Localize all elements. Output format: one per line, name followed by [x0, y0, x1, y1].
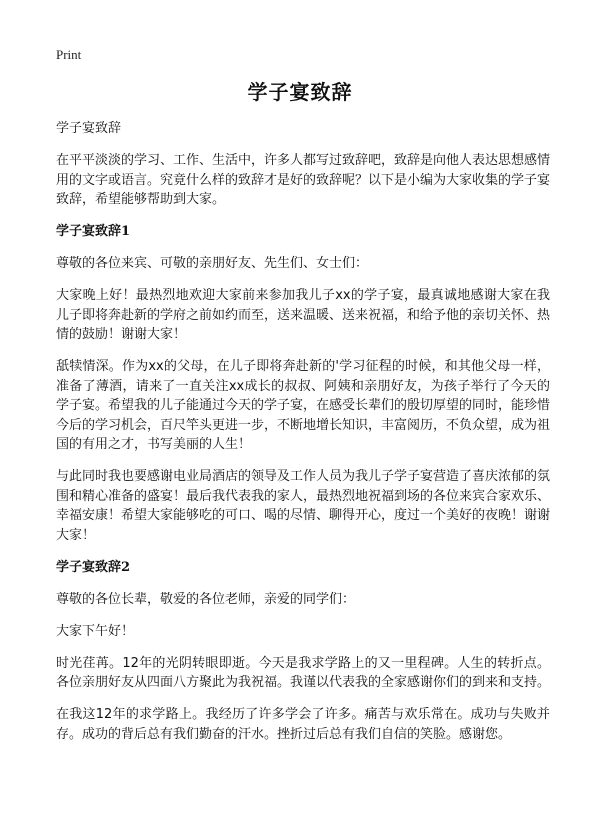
section-heading: 学子宴致辞2 [56, 559, 131, 575]
intro-paragraph: 在平平淡淡的学习、工作、生活中，许多人都写过致辞吧，致辞是向他人表达思想感情用的文字或语言。究竟什么样的致辞才是好的致辞呢？以下是小编为大家收集的学子宴致辞，希望能够帮助到大家。 [56, 153, 551, 207]
paragraph: 尊敬的各位长辈，敬爱的各位老师，亲爱的同学们： [56, 591, 356, 607]
paragraph: 舐犊情深。作为xx的父母，在儿子即将奔赴新的'学习征程的时候，和其他父母一样，准备了薄酒，请来了一直关注xx成长的叔叔、阿姨和亲朋好友，为孩子举行了今天的学子宴。希望我的儿子能通过今天的学子宴，在感受长辈们的殷切厚望的同时，能珍惜今后的学习机会，百尺竿头更进一步，不断地增长知识，丰富阅历，不负众望，成为祖国的有用之才，书写美丽的人生！ [56, 359, 551, 452]
paragraph: 尊敬的各位来宾、可敬的亲朋好友、先生们、女士们： [56, 256, 369, 271]
print-link[interactable]: Print [56, 47, 82, 62]
paragraph: 时光荏苒。12年的光阴转眼即逝。今天是我求学路上的又一里程碑。人生的转折点。各位亲朋好友从四面八方聚此为我祝福。我谨以代表我的全家感谢你们的到来和支持。 [56, 655, 551, 690]
document-body [56, 119, 550, 757]
paragraph: 大家下午好！ [56, 623, 135, 639]
document-subtitle: 学子宴致辞 [56, 121, 122, 136]
paragraph: 大家晚上好！最热烈地欢迎大家前来参加我儿子xx的学子宴，最真诚地感谢大家在我儿子即将奔赴新的学府之前如约而至，送来温暖、送来祝福，和给予他的亲切关怀、热情的鼓励！谢谢大家！ [56, 288, 551, 342]
section-heading: 学子宴致辞1 [56, 224, 131, 239]
document-title: 学子宴致辞 [247, 80, 353, 104]
paragraph: 在我这12年的求学路上。我经历了许多学会了许多。痛苦与欢乐常在。成功与失败并存。成功的背后总有我们勤奋的汗水。挫折过后总有我们自信的笑脸。感谢您。 [56, 707, 550, 742]
paragraph: 与此同时我也要感谢电业局酒店的领导及工作人员为我儿子学子宴营造了喜庆浓郁的氛围和精心准备的盛宴！最后我代表我的家人，最热烈地祝福到场的各位来宾合家欢乐、幸福安康！希望大家能够吃的可口、喝的尽情、聊得开心，度过一个美好的夜晚！谢谢大家！ [56, 469, 551, 543]
